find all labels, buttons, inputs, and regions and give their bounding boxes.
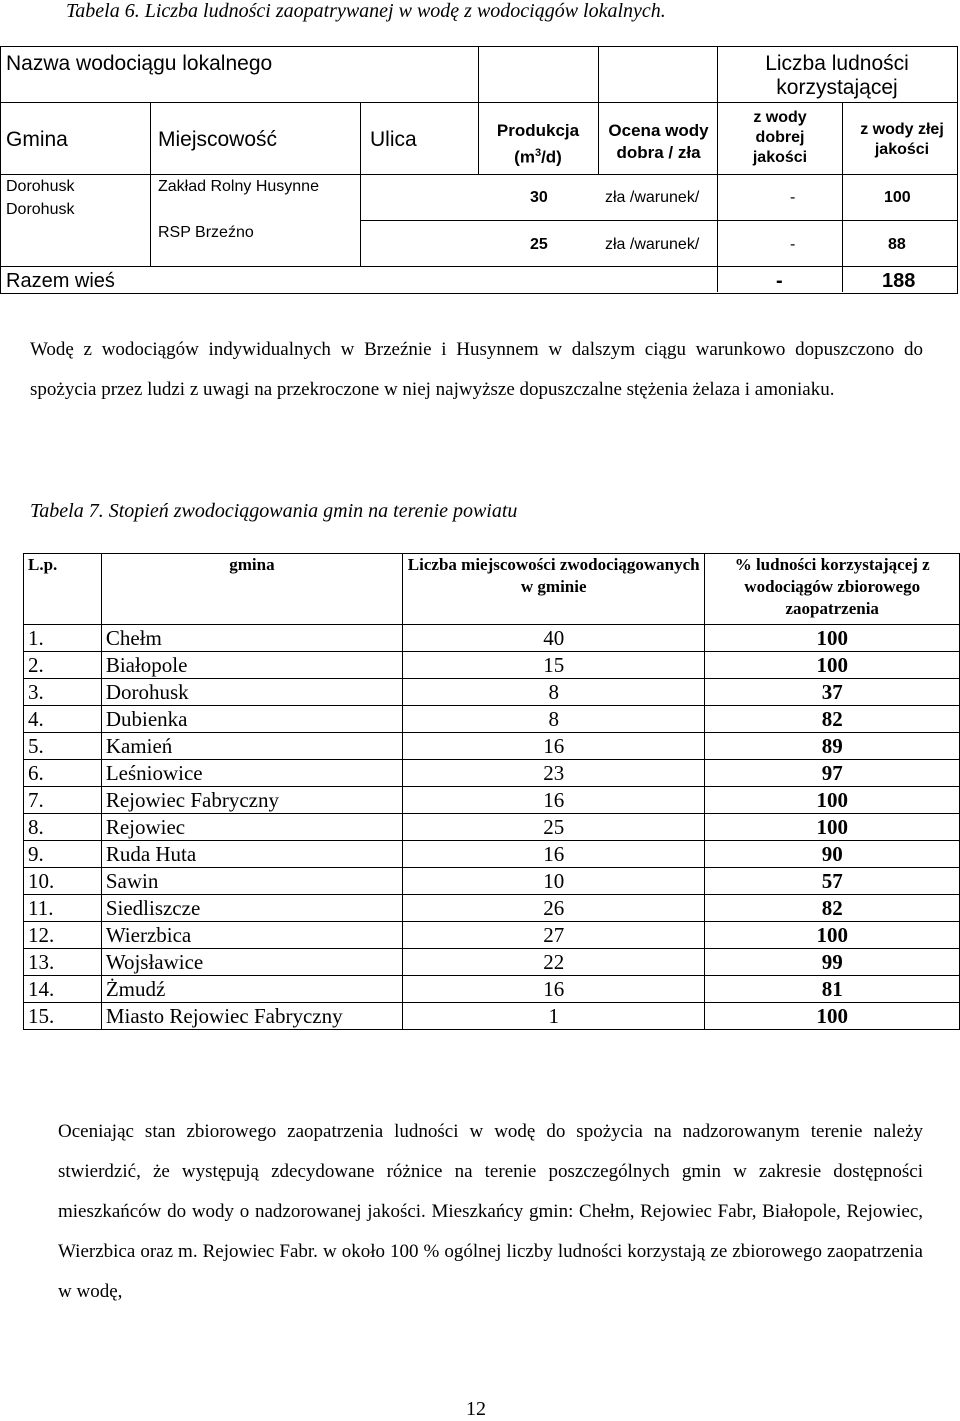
row2-gmina: Dorohusk	[6, 201, 75, 218]
row2-miejscowosc: RSP Brzeźno	[158, 224, 254, 241]
percent-cell: 82	[705, 895, 960, 922]
page-number: 12	[466, 1398, 486, 1420]
percent-cell: 100	[705, 787, 960, 814]
lp-cell: 10.	[24, 868, 102, 895]
liczba-cell: 8	[403, 706, 705, 733]
row2-zlej: 88	[888, 236, 906, 253]
percent-cell: 100	[705, 652, 960, 679]
row2-produkcja: 25	[530, 236, 548, 253]
table-row	[24, 922, 960, 949]
table6-caption: Tabela 6. Liczba ludności zaopatrywanej w wodę z wodociągów lokalnych.	[66, 0, 666, 22]
th-liczba: Liczba ludności korzystającej	[765, 52, 909, 99]
liczba-cell: 16	[403, 976, 705, 1003]
gmina-cell: Miasto Rejowiec Fabryczny	[101, 1003, 402, 1030]
lp-cell: 9.	[24, 841, 102, 868]
lp-cell: 13.	[24, 949, 102, 976]
lp-cell: 2.	[24, 652, 102, 679]
gmina-cell: Żmudź	[101, 976, 402, 1003]
gmina-cell: Chełm	[101, 625, 402, 652]
th-zlej: z wody złej jakości	[860, 121, 944, 158]
percent-cell: 100	[705, 814, 960, 841]
th-lp: L.p.	[24, 554, 102, 625]
liczba-cell: 23	[403, 760, 705, 787]
gmina-cell: Wierzbica	[101, 922, 402, 949]
gmina-cell: Rejowiec	[101, 814, 402, 841]
total-label: Razem wieś	[6, 270, 115, 292]
liczba-cell: 15	[403, 652, 705, 679]
table-row	[24, 841, 960, 868]
percent-cell: 81	[705, 976, 960, 1003]
percent-cell: 89	[705, 733, 960, 760]
liczba-cell: 25	[403, 814, 705, 841]
percent-cell: 57	[705, 868, 960, 895]
lp-cell: 6.	[24, 760, 102, 787]
lp-cell: 5.	[24, 733, 102, 760]
gmina-cell: Ruda Huta	[101, 841, 402, 868]
percent-cell: 100	[705, 922, 960, 949]
liczba-cell: 1	[403, 1003, 705, 1030]
row1-produkcja: 30	[530, 189, 548, 206]
table-row	[24, 895, 960, 922]
th-proc: % ludności korzystającej z wodociągów zbiorowego zaopatrzenia	[705, 554, 960, 625]
table-row	[24, 976, 960, 1003]
lp-cell: 1.	[24, 625, 102, 652]
th-dobrej: z wody dobrej jakości	[752, 109, 808, 166]
liczba-cell: 10	[403, 868, 705, 895]
row1-miejscowosc: Zakład Rolny Husynne	[158, 178, 319, 195]
th-ulica: Ulica	[370, 128, 417, 151]
gmina-cell: Leśniowice	[101, 760, 402, 787]
th-ocena: Ocena wody dobra / zła	[608, 121, 709, 162]
gmina-cell: Sawin	[101, 868, 402, 895]
table-row	[24, 1003, 960, 1030]
liczba-cell: 16	[403, 733, 705, 760]
gmina-cell: Kamień	[101, 733, 402, 760]
liczba-cell: 27	[403, 922, 705, 949]
lp-cell: 4.	[24, 706, 102, 733]
liczba-cell: 26	[403, 895, 705, 922]
total-zlej: 188	[882, 270, 916, 292]
th-miejscowosc: Miejscowość	[158, 128, 278, 151]
gmina-cell: Dorohusk	[101, 679, 402, 706]
row1-ocena: zła /warunek/	[605, 189, 700, 206]
table7-header-row	[24, 554, 960, 625]
lp-cell: 3.	[24, 679, 102, 706]
table-row	[24, 787, 960, 814]
table-row	[24, 760, 960, 787]
table-row	[24, 949, 960, 976]
th-produkcja: Produkcja $(m^3/d)$	[496, 121, 580, 167]
paragraph-2: Oceniając stan zbiorowego zaopatrzenia ludności w wodę do spożycia na nadzorowanym terenie należy stwierdzić, że występują zdecydowane różnice na terenie poszczególnych gmin w zakresie dostępności mieszkańców do wody o nadzorowanej jakości. Mieszkańcy gmin: Chełm, Rejowiec Fabr, Białopole, Rejowiec, Wierzbica oraz m. Rejowiec Fabr. w około 100 % ogólnej liczby ludności korzystają ze zbiorowego zaopatrzenia w wodę,	[58, 1121, 923, 1302]
liczba-cell: 22	[403, 949, 705, 976]
lp-cell: 14.	[24, 976, 102, 1003]
row1-zlej: 100	[884, 189, 911, 206]
table6	[0, 46, 958, 294]
percent-cell: 82	[705, 706, 960, 733]
table-row	[24, 814, 960, 841]
table7	[23, 553, 960, 1030]
table-row	[24, 652, 960, 679]
th-nazwa: Nazwa wodociągu lokalnego	[6, 52, 273, 75]
lp-cell: 7.	[24, 787, 102, 814]
gmina-cell: Rejowiec Fabryczny	[101, 787, 402, 814]
th-liczba7: Liczba miejscowości zwodociągowanych w gminie	[403, 554, 705, 625]
liczba-cell: 8	[403, 679, 705, 706]
lp-cell: 8.	[24, 814, 102, 841]
percent-cell: 100	[705, 1003, 960, 1030]
lp-cell: 12.	[24, 922, 102, 949]
table-row	[24, 706, 960, 733]
table7-caption: Tabela 7. Stopień zwodociągowania gmin na terenie powiatu	[30, 500, 518, 522]
total-dobrej: -	[776, 270, 783, 292]
gmina-cell: Dubienka	[101, 706, 402, 733]
liczba-cell: 16	[403, 787, 705, 814]
liczba-cell: 40	[403, 625, 705, 652]
th-gmina: Gmina	[6, 128, 68, 151]
table-row	[24, 868, 960, 895]
percent-cell: 90	[705, 841, 960, 868]
percent-cell: 99	[705, 949, 960, 976]
th-gmina7: gmina	[101, 554, 402, 625]
row1-dobrej: -	[790, 189, 796, 206]
row2-ocena: zła /warunek/	[605, 236, 700, 253]
table-row	[24, 625, 960, 652]
row2-dobrej: -	[790, 236, 796, 253]
lp-cell: 11.	[24, 895, 102, 922]
percent-cell: 37	[705, 679, 960, 706]
gmina-cell: Białopole	[101, 652, 402, 679]
lp-cell: 15.	[24, 1003, 102, 1030]
gmina-cell: Wojsławice	[101, 949, 402, 976]
gmina-cell: Siedliszcze	[101, 895, 402, 922]
percent-cell: 97	[705, 760, 960, 787]
paragraph-1: Wodę z wodociągów indywidualnych w Brzeźnie i Husynnem w dalszym ciągu warunkowo dopuszczono do spożycia przez ludzi z uwagi na przekroczone w niej najwyższe dopuszczalne stężenia żelaza i amoniaku.	[30, 339, 923, 400]
table-row	[24, 679, 960, 706]
row1-gmina: Dorohusk	[6, 178, 75, 195]
liczba-cell: 16	[403, 841, 705, 868]
percent-cell: 100	[705, 625, 960, 652]
table-row	[24, 733, 960, 760]
